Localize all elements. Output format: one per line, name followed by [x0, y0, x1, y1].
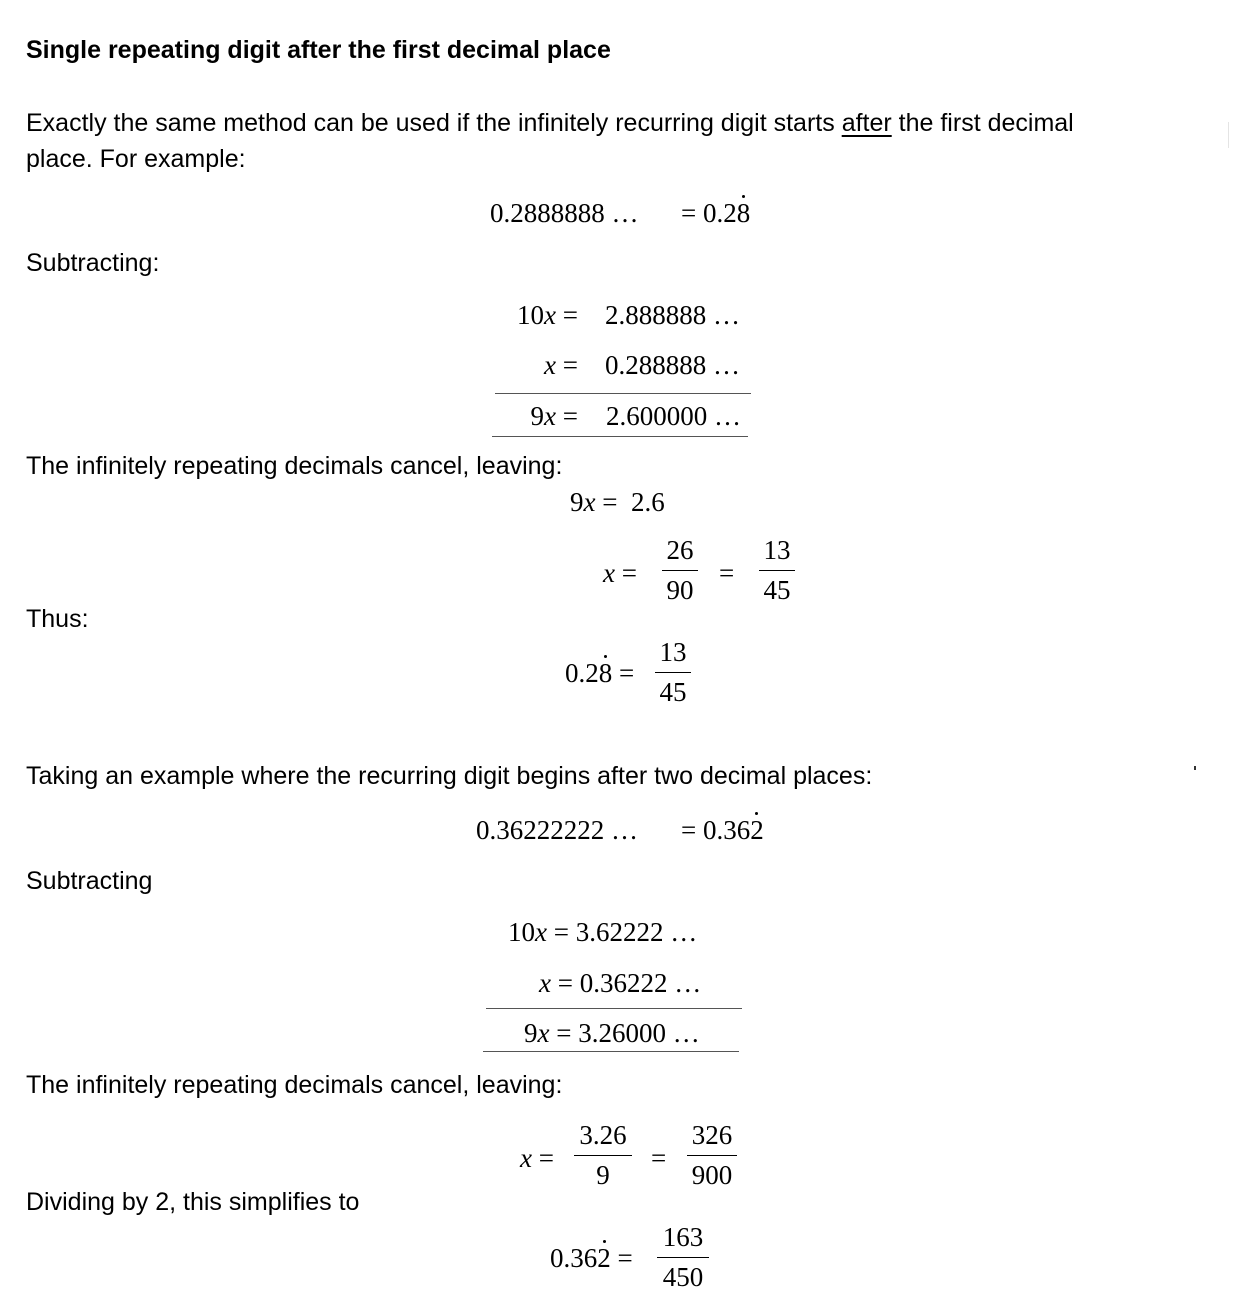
example-expansion: 0.2888888 … [490, 198, 639, 228]
var: x [520, 1143, 532, 1173]
equals: = [557, 968, 573, 998]
denominator: 90 [666, 575, 694, 605]
dividing-label: Dividing by 2, this simplifies to [26, 1188, 360, 1216]
sub-row-2-lhs [544, 352, 578, 379]
intro-paragraph-line2: place. For example: [26, 145, 246, 173]
fraction2-lhs [520, 1145, 554, 1172]
numerator: 13 [659, 637, 687, 667]
equals: = [621, 558, 637, 588]
equals: = [602, 487, 618, 517]
fraction-26-90 [662, 537, 698, 604]
final2-lhs [550, 1245, 633, 1272]
example-equals: = 0.2 [681, 198, 737, 228]
denominator: 900 [691, 1160, 733, 1190]
numerator: 163 [662, 1222, 704, 1252]
numerator: 26 [666, 535, 694, 565]
sub-row-1-value: 2.888888 … [605, 300, 740, 330]
intro-text-before: Exactly the same method can be used if the infinitely recurring digit starts [26, 109, 842, 137]
numerator: 13 [763, 535, 791, 565]
value: 0.2 [565, 658, 599, 688]
sub-row-2-value: 0.288888 … [605, 350, 740, 380]
var: x [535, 917, 547, 947]
subtraction-rule-top [495, 393, 751, 394]
section2-intro: Taking an example where the recurring digit begins after two decimal places: [26, 762, 873, 790]
var: x [539, 968, 551, 998]
intro-underlined-word: after [841, 109, 892, 137]
value: 0.36 [550, 1243, 598, 1273]
final-fraction [655, 639, 691, 706]
denominator: 9 [596, 1160, 610, 1190]
subtraction2-rule-bottom [483, 1051, 739, 1052]
value: 2.6 [630, 487, 665, 517]
equals: = [562, 401, 578, 431]
equals: = [556, 1018, 572, 1048]
intro-paragraph-line1 [26, 111, 1074, 136]
coef: 9 [524, 1018, 538, 1048]
denominator: 45 [659, 677, 687, 707]
fraction-13-45 [759, 537, 795, 604]
example2-expansion: 0.36222222 … [476, 815, 638, 845]
result-equation [570, 489, 665, 516]
section-heading: Single repeating digit after the first decimal place [26, 36, 611, 64]
coef: 9 [530, 401, 545, 431]
final2-fraction [657, 1224, 709, 1291]
sub-row-3-value: 2.600000 … [606, 401, 741, 431]
intro-text-after: the first decimal [891, 109, 1074, 137]
subtraction-rule-bottom [492, 436, 748, 437]
example2-recurring-notation [681, 817, 764, 844]
fraction-3.26-9 [574, 1122, 632, 1189]
example-equals: = 0.36 [681, 815, 751, 845]
numerator: 326 [691, 1120, 733, 1150]
final-lhs [565, 660, 634, 687]
subtracting-label-2: Subtracting [26, 867, 153, 895]
recurring-dot-digit: 8 [598, 658, 613, 688]
fraction-lhs [603, 560, 637, 587]
fraction-326-900 [687, 1122, 737, 1189]
value: 0.36222 … [579, 968, 702, 998]
value: 3.62222 … [575, 917, 698, 947]
thus-label: Thus: [26, 605, 89, 633]
numerator: 3.26 [579, 1120, 627, 1150]
recurring-dot-digit: 2 [597, 1243, 611, 1273]
equals: = [538, 1143, 554, 1173]
page-edge-mark [1228, 122, 1229, 148]
fraction-equals: = [719, 558, 735, 588]
subtracting-label: Subtracting: [26, 249, 160, 277]
sub-row-1-lhs [517, 302, 578, 329]
cancel-text: The infinitely repeating decimals cancel, leaving: [26, 452, 563, 480]
var: x [583, 487, 596, 517]
var: x [537, 1018, 550, 1048]
subtraction2-rule-top [486, 1008, 742, 1009]
equals: = [562, 350, 578, 380]
var: x [603, 558, 615, 588]
equals: = [619, 658, 635, 688]
equals: = [553, 917, 569, 947]
denominator: 45 [763, 575, 791, 605]
fraction2-equals: = [651, 1143, 667, 1173]
coef: 10 [517, 300, 545, 330]
equals: = [617, 1243, 633, 1273]
var: x [544, 300, 557, 330]
equals: = [562, 300, 578, 330]
var: x [544, 401, 557, 431]
sub2-row-2 [539, 970, 701, 997]
recurring-dot-digit: 8 [736, 198, 751, 228]
recurring-dot-digit: 2 [750, 815, 764, 845]
coef: 10 [508, 917, 535, 947]
coef: 9 [570, 487, 584, 517]
sub2-row-1 [508, 919, 697, 946]
sub-row-3-lhs [531, 403, 578, 430]
var: x [544, 350, 557, 380]
cancel-text-2: The infinitely repeating decimals cancel, leaving: [26, 1071, 563, 1099]
denominator: 450 [662, 1262, 704, 1292]
example-recurring-notation [681, 200, 750, 227]
value: 3.26000 … [578, 1018, 700, 1048]
stray-mark [1194, 766, 1196, 770]
sub2-row-3 [524, 1020, 700, 1047]
